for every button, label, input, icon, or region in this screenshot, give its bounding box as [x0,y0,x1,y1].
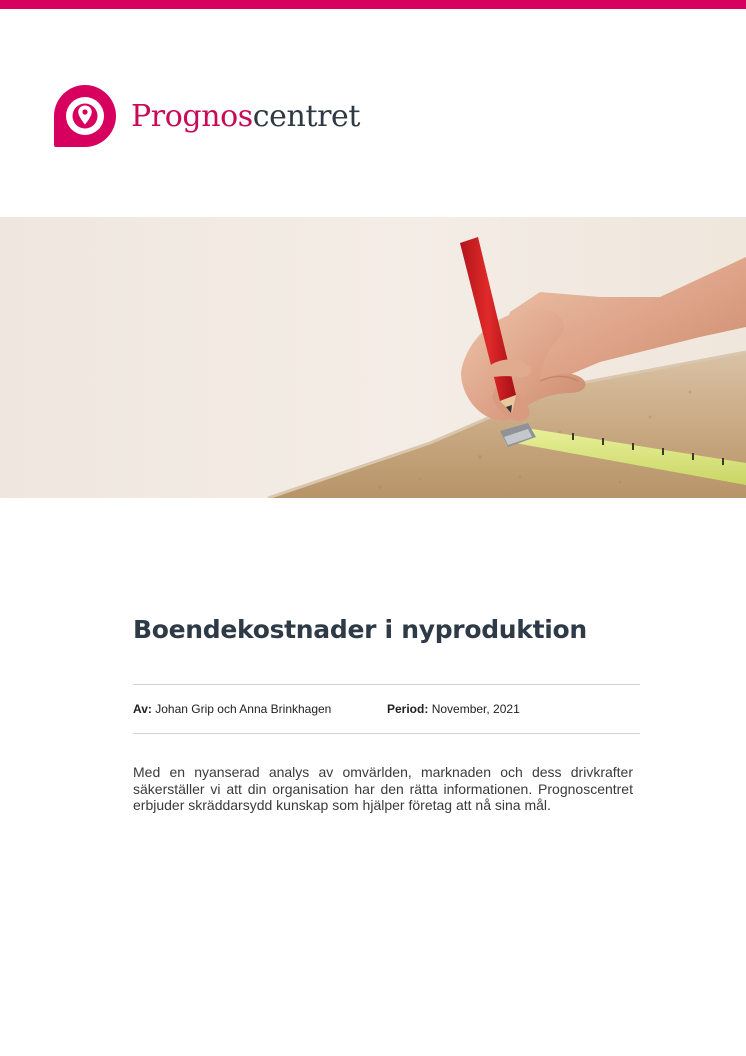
logo-wordmark-part2: centret [252,99,361,134]
author-names: Johan Grip och Anna Brinkhagen [155,702,332,716]
logo-wordmark [131,100,360,132]
divider-bottom [133,733,640,734]
top-accent-bar [0,0,746,9]
author-label: Av: [133,702,152,716]
logo-wordmark-part1: Prognos [131,99,253,134]
period-value: November, 2021 [431,702,520,716]
document-title: Boendekostnader i nyproduktion [133,615,587,644]
location-pin-icon [53,84,117,148]
hero-image [0,217,746,498]
period-label: Period: [387,702,429,716]
author-line [133,702,331,716]
company-logo [53,84,360,148]
divider-top [133,684,640,685]
intro-paragraph: Med en nyanserad analys av omvärlden, marknaden och dess drivkrafter säkerställer vi att din organisation har den rätta informationen. Prognoscentret erbjuder skräddarsydd kunskap som hjälper företag att nå sina mål. [133,764,633,814]
period-line [387,702,520,716]
